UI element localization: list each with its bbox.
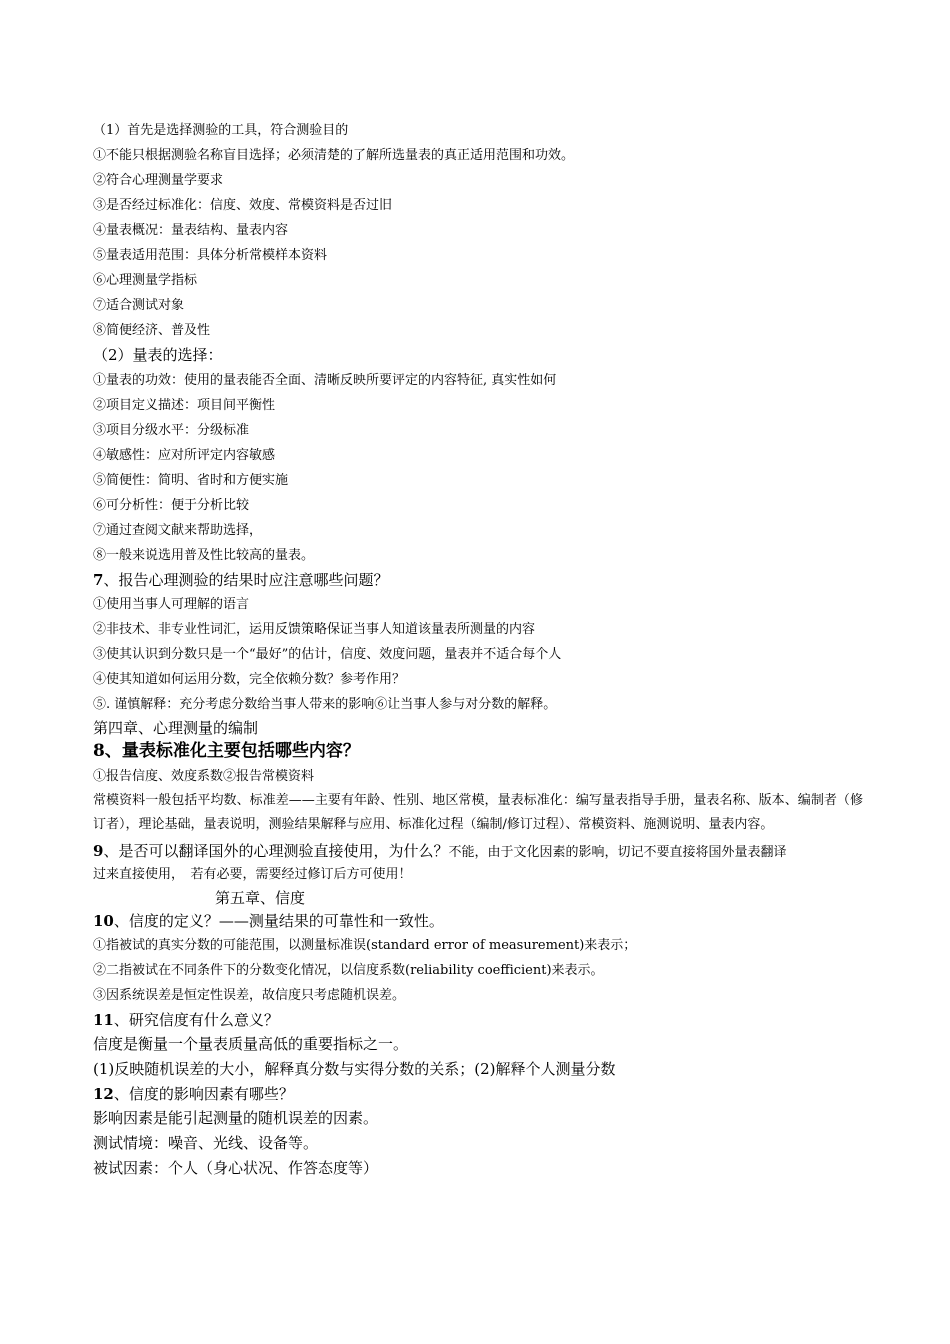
text-line: 影响因素是能引起测量的随机误差的因素。	[93, 1109, 379, 1127]
text-line: ③是否经过标准化：信度、效度、常模资料是否过旧	[93, 198, 393, 213]
question-10	[93, 909, 863, 933]
question-text: 、信度的定义？——测量结果的可靠性和一致性。	[113, 912, 444, 930]
text-line: ③因系统误差是恒定性误差，故信度只考虑随机误差。	[93, 988, 406, 1003]
text-line: ⑥可分析性：便于分析比较	[93, 498, 250, 513]
question-11	[93, 1008, 863, 1032]
text-line: ②符合心理测量学要求	[93, 173, 224, 188]
text-line: ①量表的功效：使用的量表能否全面、清晰反映所要评定的内容特征, 真实性如何	[93, 373, 557, 388]
question-9	[93, 839, 863, 863]
text-line: ①报告信度、效度系数②报告常模资料	[93, 769, 315, 784]
text-line: ⑤量表适用范围：具体分析常模样本资料	[93, 248, 328, 263]
text-line: ⑦适合测试对象	[93, 298, 185, 313]
chapter-heading-5: 第五章、信度	[215, 889, 306, 907]
question-answer: 不能，由于文化因素的影响，切记不要直接将国外量表翻译	[448, 845, 787, 860]
text-line: ④使其知道如何运用分数，完全依赖分数？参考作用？	[93, 672, 406, 687]
text-line: ⑦通过查阅文献来帮助选择，	[93, 523, 263, 538]
text-line: ④敏感性：应对所评定内容敏感	[93, 448, 276, 463]
question-number: 11	[93, 1011, 114, 1029]
text-line: ②二指被试在不同条件下的分数变化情况，以信度系数(reliability coefficient)来表示。	[93, 963, 604, 978]
chapter-heading-4: 第四章、心理测量的编制	[93, 719, 259, 737]
text-line: ⑧一般来说选用普及性比较高的量表。	[93, 548, 315, 563]
text-line: ①使用当事人可理解的语言	[93, 597, 250, 612]
text-line: (1)反映随机误差的大小，解释真分数与实得分数的关系；(2)解释个人测量分数	[93, 1060, 616, 1078]
question-number: 9	[93, 842, 104, 860]
text-line: （1）首先是选择测验的工具，符合测验目的	[93, 123, 349, 138]
text-line: ②项目定义描述：项目间平衡性	[93, 398, 276, 413]
text-line: 被试因素：个人（身心状况、作答态度等）	[93, 1159, 379, 1177]
text-line: ①指被试的真实分数的可能范围，以测量标准误(standard error of measurement)来表示；	[93, 938, 637, 953]
text-line: ⑤. 谨慎解释：充分考虑分数给当事人带来的影响⑥让当事人参与对分数的解释。	[93, 697, 557, 712]
question-8: 8、量表标准化主要包括哪些内容？	[93, 741, 360, 761]
subheading: （2）量表的选择：	[93, 346, 223, 364]
question-text: 、报告心理测验的结果时应注意哪些问题？	[103, 571, 389, 589]
text-line: ⑥心理测量学指标	[93, 273, 198, 288]
answer-continuation: 过来直接使用， 若有必要，需要经过修订后方可使用！	[93, 867, 412, 882]
text-line: ⑧简便经济、普及性	[93, 323, 211, 338]
question-text: 、是否可以翻译国外的心理测验直接使用，为什么？	[103, 842, 449, 860]
text-line: 测试情境：噪音、光线、设备等。	[93, 1134, 319, 1152]
text-line: ③项目分级水平：分级标准	[93, 423, 250, 438]
document-page	[93, 118, 863, 1181]
paragraph: 常模资料一般包括平均数、标准差——主要有年龄、性别、地区常模，量表标准化：编写量表指导手册，量表名称、版本、编制者（修订者），理论基础，量表说明，测验结果解释与应用、标准化过程（编制/修订过程）、常模资料、施测说明、量表内容。	[93, 793, 863, 832]
question-text: 、信度的影响因素有哪些？	[113, 1085, 294, 1103]
question-7	[93, 568, 863, 592]
question-number: 10	[93, 912, 114, 930]
text-line: 信度是衡量一个量表质量高低的重要指标之一。	[93, 1035, 409, 1053]
question-text: 、研究信度有什么意义？	[113, 1011, 279, 1029]
question-number: 7	[93, 571, 104, 589]
text-line: ②非技术、非专业性词汇，运用反馈策略保证当事人知道该量表所测量的内容	[93, 622, 536, 637]
text-line: ①不能只根据测验名称盲目选择；必须清楚的了解所选量表的真正适用范围和功效。	[93, 148, 575, 163]
question-number: 12	[93, 1085, 114, 1103]
text-line: ③使其认识到分数只是一个“最好”的估计，信度、效度问题，量表并不适合每个人	[93, 647, 562, 662]
text-line: ④量表概况：量表结构、量表内容	[93, 223, 289, 238]
question-12	[93, 1082, 863, 1106]
text-line: ⑤简便性：简明、省时和方便实施	[93, 473, 289, 488]
